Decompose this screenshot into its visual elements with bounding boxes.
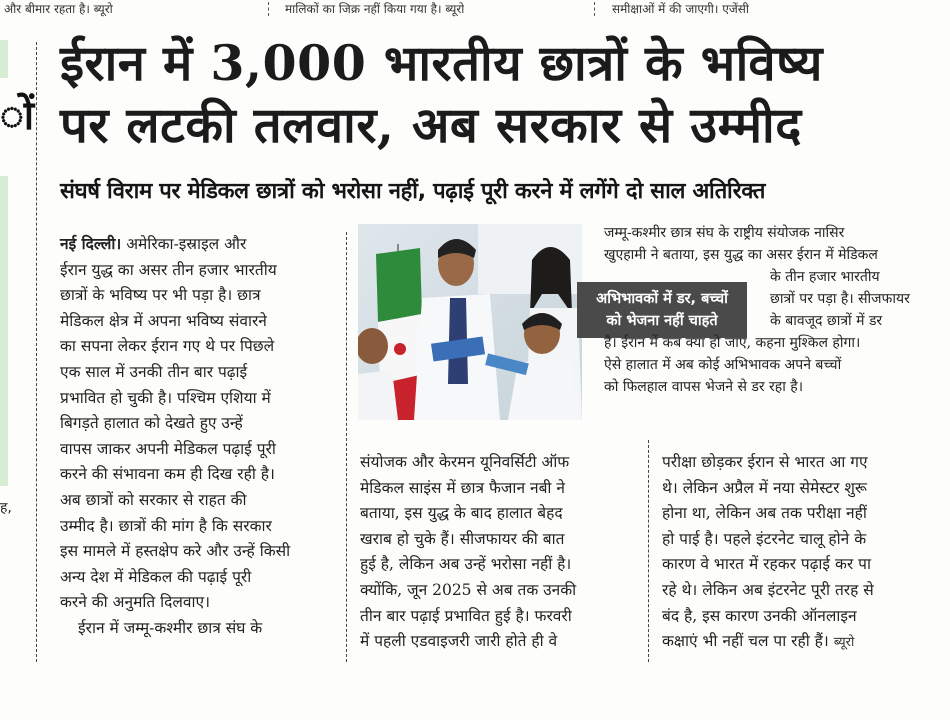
text-line: हुई है, लेकिन अब उन्हें भरोसा नहीं है। (360, 555, 572, 574)
column-rule (346, 232, 347, 662)
text-line: छात्रों के भविष्य पर भी पड़ा है। छात्र (60, 286, 261, 305)
previous-story-snippet-1: और बीमार रहता है। ब्यूरो (4, 2, 113, 16)
article-column-1 (60, 232, 334, 642)
text-line: के तीन हजार भारतीय (770, 269, 880, 285)
adjacent-story-fragment: ों (0, 92, 35, 139)
text-line: को फिलहाल वापस भेजने से डर रहा है। (604, 379, 804, 395)
headline-line-2: पर लटकी तलवार, अब सरकार से उम्मीद (60, 96, 802, 154)
article-column-3 (662, 450, 940, 656)
text-line: करने की संभावना कम ही दिख रही है। (60, 465, 275, 484)
margin-color-band (0, 40, 8, 78)
text-line: मेडिकल साइंस में छात्र फैजान नबी ने (360, 478, 565, 497)
text-line: अब छात्रों को सरकार से राहत की (60, 490, 247, 509)
text-line: परीक्षा छोड़कर ईरान से भारत आ गए (662, 453, 868, 471)
strip-separator (268, 2, 269, 16)
text-line: ईरान में जम्मू-कश्मीर छात्र संघ के (78, 618, 263, 637)
text-line: ईरान युद्ध का असर तीन हजार भारतीय (60, 260, 277, 279)
text-line: जम्मू-कश्मीर छात्र संघ के राष्ट्रीय संयोजक नासिर (604, 225, 845, 241)
pull-quote-line-1: अभिभावकों में डर, बच्चों (596, 291, 728, 307)
column-rule (648, 440, 649, 662)
text-line: क्योंकि, जून 2025 से अब तक उनकी (360, 580, 577, 599)
text-line: में पहली एडवाइजरी जारी होते ही वे (360, 632, 558, 651)
text-line: प्रभावित हो चुकी है। पश्चिम एशिया में (60, 388, 271, 407)
subheadline: संघर्ष विराम पर मेडिकल छात्रों को भरोसा नहीं, पढ़ाई पूरी करने में लगेंगे दो साल अतिरिक्त (60, 179, 766, 204)
text-line: बिगड़ते हालात को देखते हुए उन्हें (60, 414, 243, 433)
dateline: नई दिल्ली। (60, 235, 122, 253)
article-column-2 (360, 450, 636, 655)
text-line: खुएहामी ने बताया, इस युद्ध का असर ईरान में मेडिकल (604, 247, 878, 263)
text-line: हो पाई है। पहले इंटरनेट चालू होने के (662, 529, 867, 548)
text-line: रहे थे। लेकिन अब इंटरनेट पूरी तरह से (662, 580, 874, 599)
text-line: नई दिल्ली। अमेरिका-इस्राइल और (60, 235, 247, 253)
strip-separator (594, 2, 595, 16)
article-sidebar-text (604, 222, 940, 398)
text-line: इस मामले में हस्तक्षेप करे और उन्हें किसी (60, 542, 291, 561)
previous-story-snippet-3: समीक्षाओं में की जाएगी। एजेंसी (612, 2, 749, 16)
text-line: एक साल में उनकी तीन बार पढ़ाई (60, 362, 248, 381)
text-line: बंद है, इस कारण उनकी ऑनलाइन (662, 606, 857, 625)
byline: ब्यूरो (833, 635, 855, 651)
text-line: बताया, इस युद्ध के बाद हालात बेहद (360, 504, 563, 523)
text-line: कारण वे भारत में रहकर पढ़ाई कर पा (662, 555, 871, 574)
headline-line-1: ईरान में 3,000 भारतीय छात्रों के भविष्य (60, 34, 823, 92)
previous-story-snippet-2: मालिकों का जिक्र नहीं किया गया है। ब्यूरो (285, 2, 465, 16)
text-line: थे। लेकिन अप्रैल में नया सेमेस्टर शुरू (662, 478, 867, 497)
text-line: करने की अनुमति दिलवाए। (60, 593, 210, 612)
margin-color-band (0, 176, 8, 486)
text-line: है। ईरान में कब क्या हो जाए, कहना मुश्किल होगा। (604, 335, 861, 351)
text-line: होना था, लेकिन अब तक परीक्षा नहीं (662, 504, 867, 523)
text-line: का सपना लेकर ईरान गए थे पर पिछले (60, 337, 275, 356)
adjacent-story-fragment: ह, (0, 500, 12, 516)
text-line: खराब हो चुके हैं। सीजफायर की बात (360, 529, 565, 548)
text-line: मेडिकल क्षेत्र में अपना भविष्य संवारने (60, 311, 267, 330)
text-line: ऐसे हालात में अब कोई अभिभावक अपने बच्चों (604, 357, 842, 373)
text-line: वापस जाकर अपनी मेडिकल पढ़ाई पूरी (60, 439, 276, 458)
headline (60, 32, 942, 156)
text-line: अन्य देश में मेडिकल की पढ़ाई पूरी (60, 567, 252, 586)
text-line: तीन बार पढ़ाई प्रभावित हुई है। फरवरी (360, 606, 572, 625)
text-line: उम्मीद है। छात्रों की मांग है कि सरकार (60, 516, 272, 535)
article-photo (358, 224, 582, 420)
text-line: के बावजूद छात्रों में डर (770, 313, 883, 329)
text-line: कक्षाएं भी नहीं चल पा रही हैं। ब्यूरो (662, 632, 855, 651)
column-rule (36, 42, 37, 662)
text-line: छात्रों पर पड़ा है। सीजफायर (770, 291, 910, 307)
text-line: संयोजक और केरमन यूनिवर्सिटी ऑफ (360, 453, 570, 471)
pull-quote-line-2: को भेजना नहीं चाहते (606, 313, 718, 329)
photo-students-with-book (358, 224, 582, 420)
